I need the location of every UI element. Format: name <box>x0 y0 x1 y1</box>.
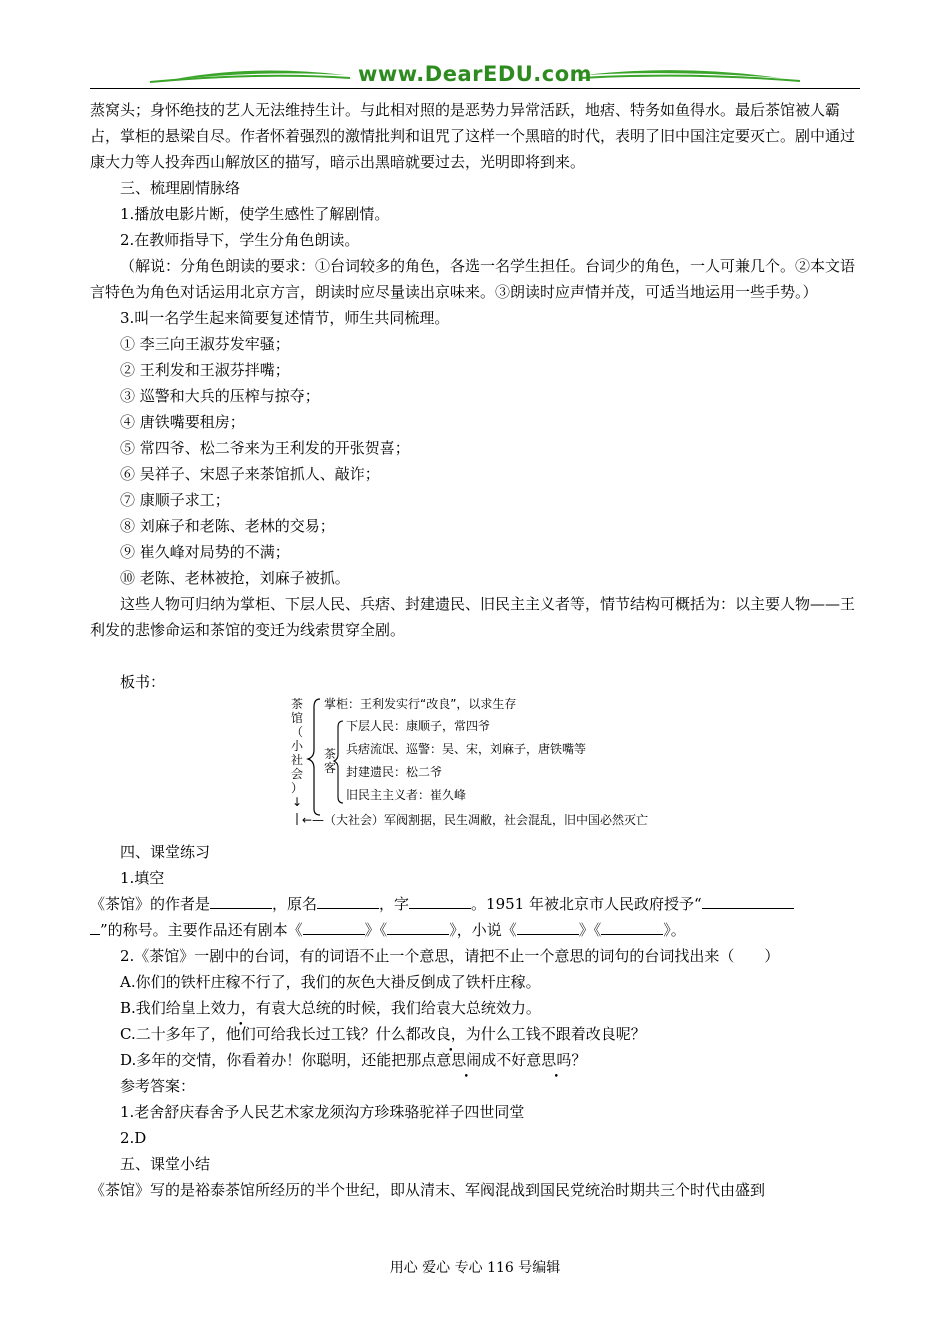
document-body <box>90 97 860 1203</box>
page-header <box>90 58 860 90</box>
board-left-char: ） <box>290 781 303 795</box>
fill-in-question: 《茶馆》的作者是 ，原名 ，字 。1951 年被北京市人民政府授予“ ”的称号。主要作品还有剧本《 》《 》，小说《 》《 》。 <box>90 891 860 943</box>
paragraph: 3.叫一名学生起来简要复述情节，师生共同梳理。 <box>120 309 450 327</box>
option-a: A.你们的铁杆庄稼不行了，我们的灰色大褂反倒成了铁杆庄稼。 <box>120 973 541 991</box>
header-divider <box>90 88 860 89</box>
board-guest-item: 兵痞流氓、巡警：吴、宋，刘麻子，唐铁嘴等 <box>346 742 587 756</box>
board-label: 板书： <box>120 673 166 691</box>
paragraph: 2.在教师指导下，学生分角色朗读。 <box>120 231 360 249</box>
answer: 1.老舍舒庆春舍予人民艺术家龙须沟方珍珠骆驼祥子四世同堂 <box>120 1103 525 1121</box>
question-title: 1.填空 <box>120 869 165 887</box>
blank-field[interactable] <box>387 918 449 935</box>
plot-item: ③ 巡警和大兵的压榨与掠夺； <box>120 387 320 405</box>
blank-field[interactable] <box>702 892 794 909</box>
board-left-char: 馆 <box>290 711 303 725</box>
board-left-char: 茶 <box>290 697 303 711</box>
page-footer: 用心 爱心 专心 116 号编辑 <box>389 1260 561 1276</box>
option-b: B.我们给皇上效力，有袁大总统的时候，我们给袁大总统效力。 <box>120 999 541 1017</box>
paragraph-note: （解说：分角色朗读的要求：①台词较多的角色，各选一名学生担任。台词少的角色，一人可兼几个。②本文语言特色为角色对话运用北京方言，朗读时应尽量读出京味来。③朗读时应声情并茂，可适当地运用一些手势。） <box>90 257 856 301</box>
blank-field[interactable] <box>317 892 379 909</box>
answer-title: 参考答案： <box>120 1077 196 1095</box>
plot-item: ⑦ 康顺子求工； <box>120 491 230 509</box>
plot-item: ④ 唐铁嘴要租房； <box>120 413 245 431</box>
board-left-char: 会 <box>290 767 303 781</box>
site-logo-text[interactable]: www.DearEDU.com <box>357 62 593 86</box>
board-guest-item: 旧民主主义者：崔久峰 <box>346 788 467 802</box>
board-bottom-line: ←—（大社会）军阀割据，民生凋敝，社会混乱，旧中国必然灭亡 <box>302 813 649 827</box>
option-c: C.二十多年了，他们可给我长过工钱？什么都改良，为什么工钱不跟着改良呢？ <box>120 1025 646 1043</box>
plot-item: ⑤ 常四爷、松二爷来为王利发的开张贺喜； <box>120 439 410 457</box>
blank-field[interactable] <box>409 892 471 909</box>
answer: 2.D <box>120 1129 147 1147</box>
emphasized-word: 改良 <box>420 1025 451 1043</box>
section-heading: 五、课堂小结 <box>120 1155 211 1173</box>
question: 2.《茶馆》一剧中的台词，有的词语不止一个意思，请把不止一个意思的词句的台词找出来（ ） <box>120 947 780 965</box>
plot-item: ⑩ 老陈、老林被抢，刘麻子被抓。 <box>120 569 350 587</box>
plot-item: ② 王利发和王淑芬拌嘴； <box>120 361 290 379</box>
blank-field[interactable] <box>601 918 663 935</box>
blank-field[interactable] <box>517 918 579 935</box>
board-left-char: （ <box>290 725 303 739</box>
paragraph: 《茶馆》写的是裕泰茶馆所经历的半个世纪，即从清末、军阀混战到国民党统治时期共三个时代由盛到 <box>90 1181 766 1199</box>
plot-item: ① 李三向王淑芬发牢骚； <box>120 335 290 353</box>
blank-field[interactable] <box>90 918 100 935</box>
emphasized-word: 效力 <box>210 999 241 1017</box>
board-guest-item: 封建遗民：松二爷 <box>346 765 443 779</box>
plot-item: ⑥ 吴祥子、宋恩子来茶馆抓人、敲诈； <box>120 465 380 483</box>
blank-field[interactable] <box>210 892 272 909</box>
paragraph: 1.播放电影片断，使学生感性了解剧情。 <box>120 205 390 223</box>
emphasized-word: 意思 <box>526 1051 557 1069</box>
plot-item: ⑨ 崔久峰对局势的不满； <box>120 543 290 561</box>
section-heading: 三、梳理剧情脉络 <box>120 179 241 197</box>
paragraph-continuation: 蒸窝头；身怀绝技的艺人无法维持生计。与此相对照的是恶势力异常活跃，地痞、特务如鱼得水。最后茶馆被人霸占，掌柜的悬梁自尽。作者怀着强烈的激情批判和诅咒了这样一个黑暗的时代，表明了旧中国注定要灭亡。剧中通过康大力等人投奔西山解放区的描写，暗示出黑暗就要过去，光明即将到来。 <box>90 101 856 171</box>
board-manager-line: 掌柜：王利发实行“改良”，以求生存 <box>324 697 517 711</box>
board-left-char: ↓ <box>291 795 303 809</box>
board-left-char: 社 <box>290 753 303 767</box>
board-left-char: 小 <box>290 739 303 753</box>
option-d: D.多年的交情，你看着办！你聪明，还能把那点意思闹成不好意思吗？ <box>120 1051 587 1069</box>
paragraph-summary: 这些人物可归纳为掌柜、下层人民、兵痞、封建遗民、旧民主主义者等，情节结构可概括为：以主要人物——王利发的悲惨命运和茶馆的变迁为线索贯穿全剧。 <box>90 595 856 639</box>
blackboard-diagram <box>290 695 710 835</box>
board-guest-char: 茶 <box>323 747 336 761</box>
plot-item: ⑧ 刘麻子和老陈、老林的交易； <box>120 517 335 535</box>
emphasized-word: 意思 <box>436 1051 467 1069</box>
blank-field[interactable] <box>303 918 365 935</box>
section-heading: 四、课堂练习 <box>120 843 211 861</box>
board-guest-item: 下层人民：康顺子，常四爷 <box>346 719 491 733</box>
board-guest-char: 客 <box>323 761 336 775</box>
